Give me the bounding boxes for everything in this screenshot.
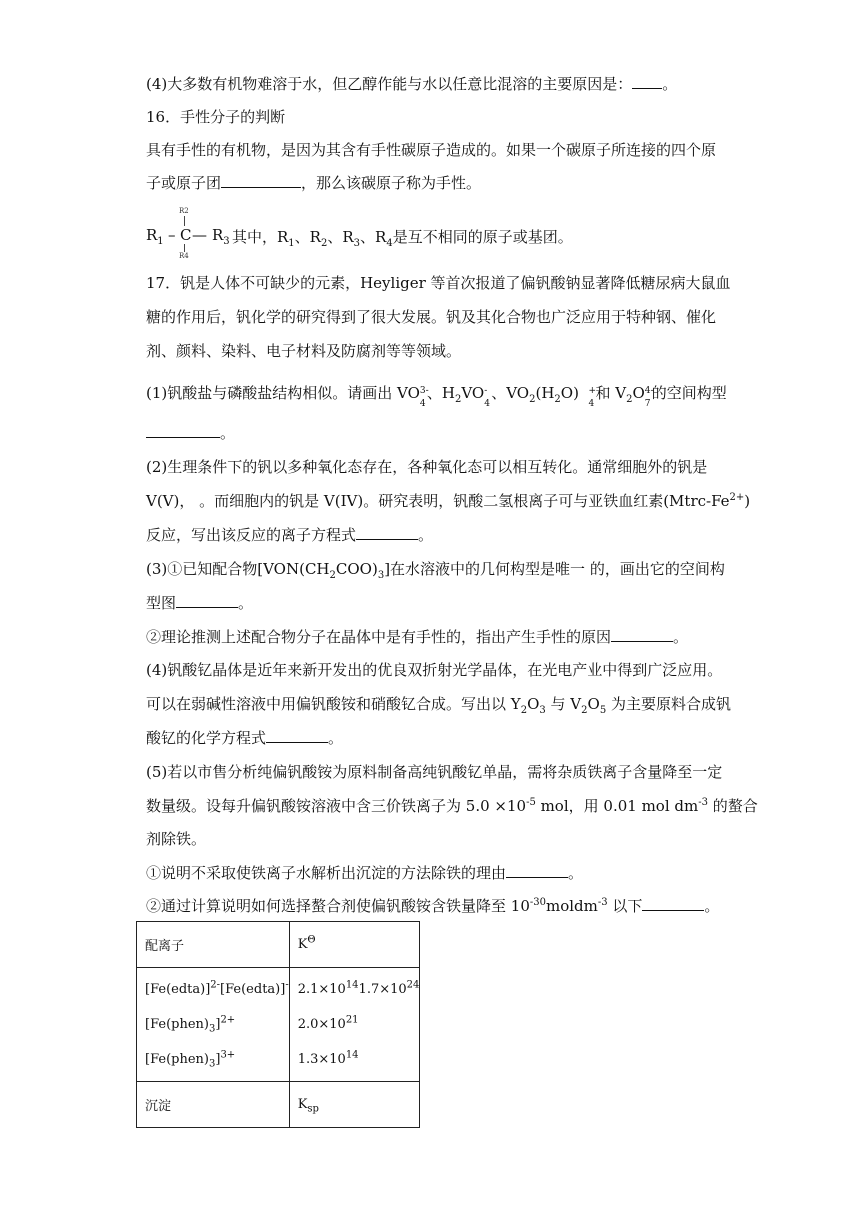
- q17-p5-c: 剂除铁。: [146, 830, 207, 848]
- k-phen-2: $2.0\times 10^{21}$: [297, 1014, 359, 1032]
- answer-blank[interactable]: [506, 863, 568, 878]
- structure-description: 其中，$R_1$、$R_2$、$R_3$、$R_4$是互不相同的原子或基团。: [232, 228, 573, 249]
- bond-up: [184, 216, 185, 226]
- q4-text: (4)大多数有机物难溶于水，但乙醇作能与水以任意比混溶的主要原因是：: [146, 75, 633, 93]
- bond-line: —: [192, 226, 207, 244]
- r3-label: $R_3$: [212, 226, 230, 247]
- stability-constant-table: [136, 921, 420, 1128]
- q16-line1: 具有手性的有机物，是因为其含有手性碳原子造成的。如果一个碳原子所连接的四个原: [146, 141, 717, 159]
- answer-blank[interactable]: [221, 173, 301, 188]
- q17-intro1: 17．钒是人体不可缺少的元素，Heyliger 等首次报道了偏钒酸钠显著降低糖尿病大鼠血: [146, 274, 731, 292]
- table-precipitate: 沉淀: [137, 1082, 290, 1128]
- table-complex-list: [137, 968, 290, 1082]
- q17-intro2: 糖的作用后，钒化学的研究得到了很大发展。钒及其化合物也广泛应用于特种钢、催化: [146, 308, 717, 326]
- r1-label: $R_1$: [146, 226, 164, 247]
- q4-line: [146, 74, 677, 94]
- table-row: [137, 922, 420, 968]
- q17-p1: (1)钒酸盐与磷酸盐结构相似。请画出 VO 3- 4 、$H_2VO$ - 4 、$VO_2(H_2O)$ + 4 和 $V_2O$ 4- 7 的空间构型: [146, 384, 727, 409]
- table-header-complex: 配离子: [137, 922, 290, 968]
- q17-p4-a: (4)钒酸钇晶体是近年来新开发出的优良双折射光学晶体，在光电产业中得到广泛应用。: [146, 661, 723, 679]
- q16-line2-end: ，那么该碳原子称为手性。: [301, 174, 482, 192]
- q17-p3-a: (3)①已知配合物$[VON(CH_2COO)_3]$在水溶液中的几何构型是唯一 的，画出它的空间构: [146, 560, 725, 581]
- carbon-label: C: [180, 226, 192, 244]
- q16-title: 16．手性分子的判断: [146, 108, 286, 126]
- answer-blank[interactable]: [266, 728, 328, 743]
- q17-p4-c: 酸钇的化学方程式 。: [146, 729, 344, 747]
- bond-down: [184, 244, 185, 252]
- q17-p4-b: 可以在弱碱性溶液中用偏钒酸铵和硝酸钇合成。写出以 $Y_2O_3$ 与 $V_2O_5$ 为主要原料合成钒: [146, 695, 731, 716]
- q17-p2-c: 反应，写出该反应的离子方程式 。: [146, 526, 434, 544]
- table-header-k: $K^\Theta$: [289, 922, 420, 968]
- table-row: [137, 1082, 420, 1128]
- q16-line2: [146, 173, 481, 193]
- complex-phen-3: $[Fe(phen)_3]^{3+}$: [145, 1049, 236, 1070]
- r4-label: R4: [179, 252, 189, 260]
- q17-p3-c: ②理论推测上述配合物分子在晶体中是有手性的，指出产生手性的原因 。: [146, 628, 689, 646]
- table-row: [137, 968, 420, 1082]
- answer-blank[interactable]: [632, 74, 662, 89]
- q17-p2-a: (2)生理条件下的钒以多种氧化态存在，各种氧化态可以相互转化。通常细胞外的钒是: [146, 458, 708, 476]
- k-phen-3: $1.3\times 10^{14}$: [297, 1049, 359, 1067]
- q17-p5-a: (5)若以市售分析纯偏钒酸铵为原料制备高纯钒酸钇单晶，需将杂质铁离子含量降至一定: [146, 763, 723, 781]
- answer-blank[interactable]: [146, 423, 220, 438]
- r2-label: R2: [179, 207, 189, 215]
- q17-p5-b: 数量级。设每升偏钒酸铵溶液中含三价铁离子为 $5.0 \times 10^{-5}$ mol，用 0.01 mol $dm^{-3}$ 的螯合: [146, 797, 758, 815]
- chiral-carbon-structure: [146, 206, 846, 262]
- answer-blank[interactable]: [356, 525, 418, 540]
- k-edta: $2.1\times 10^{14}1.7\times 10^{24}$: [297, 979, 420, 997]
- answer-blank[interactable]: [642, 896, 704, 911]
- bond-dash: –: [168, 226, 176, 244]
- q17-intro3: 剂、颜料、染料、电子材料及防腐剂等等领域。: [146, 342, 462, 360]
- complex-phen-2: $[Fe(phen)_3]^{2+}$: [145, 1014, 236, 1035]
- table-k-list: [289, 968, 420, 1082]
- q17-p3-b: 型图 。: [146, 594, 254, 612]
- complex-edta: [Fe(edta)]$^{2-}$[Fe(edta)]-: [145, 979, 289, 997]
- answer-blank[interactable]: [611, 627, 673, 642]
- q4-end: 。: [662, 75, 678, 93]
- q17-p1-answer: 。: [146, 423, 235, 443]
- q17-p5-q2: ②通过计算说明如何选择螯合剂使偏钒酸铵含铁量降至 $10^{-30}moldm^{-3}$ 以下 。: [146, 897, 720, 915]
- answer-blank[interactable]: [176, 593, 238, 608]
- q17-p2-b: V(V)， 。而细胞内的钒是 V(IV)。研究表明，钒酸二氢根离子可与亚铁血红素$(Mtrc-Fe^{2+})$: [146, 492, 751, 510]
- q17-p5-q1: ①说明不采取使铁离子水解析出沉淀的方法除铁的理由 。: [146, 864, 584, 882]
- table-ksp: $K_{sp}$: [289, 1082, 420, 1128]
- q16-line2-text: 子或原子团: [146, 174, 222, 192]
